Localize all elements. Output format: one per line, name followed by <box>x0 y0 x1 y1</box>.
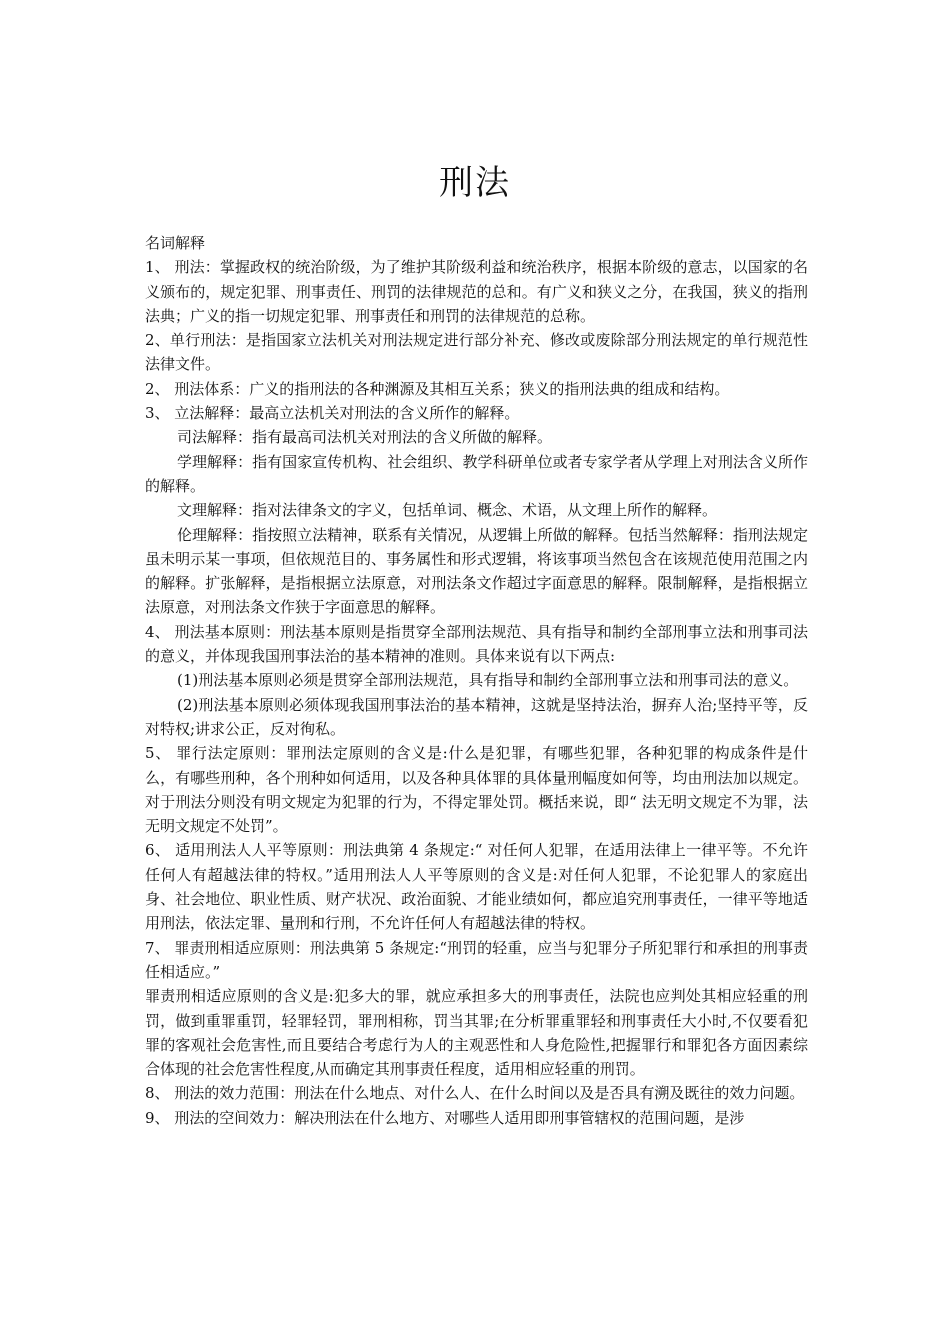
section-heading: 名词解释 <box>145 234 206 252</box>
paragraph-14: 7、 罪责刑相适应原则：刑法典第 5 条规定:“刑罚的轻重，应当与犯罪分子所犯罪行和承担的刑事责任相适应。” <box>145 938 808 981</box>
paragraph-2: 2、单行刑法：是指国家立法机关对刑法规定进行部分补充、修改或废除部分刑法规定的单行规范性法律文件。 <box>145 331 808 374</box>
paragraph-10: (1)刑法基本原则必须是贯穿全部刑法规范，具有指导和制约全部刑事立法和刑事司法的意义。 <box>177 671 799 690</box>
paragraph-11: (2)刑法基本原则必须体现我国刑事法治的基本精神，这就是坚持法治，摒弃人治;坚持平等，反对特权;讲求公正，反对徇私。 <box>145 695 808 738</box>
paragraph-8: 伦理解释：指按照立法精神，联系有关情况，从逻辑上所做的解释。包括当然解释：指刑法规定虽未明示某一事项，但依规范目的、事务属性和形式逻辑，将该事项当然包含在该规范使用范围之内的解释。扩张解释，是指根据立法原意，对刑法条文作超过字面意思的解释。限制解释，是指根据立法原意，对刑法条文作狭于字面意思的解释。 <box>145 525 808 617</box>
paragraph-4: 3、 立法解释：最高立法机关对刑法的含义所作的解释。 <box>145 404 520 423</box>
paragraph-5: 司法解释：指有最高司法机关对刑法的含义所做的解释。 <box>177 428 553 447</box>
paragraph-9: 4、 刑法基本原则：刑法基本原则是指贯穿全部刑法规范、具有指导和制约全部刑事立法和刑事司法的意义，并体现我国刑事法治的基本精神的准则。具体来说有以下两点: <box>145 622 808 666</box>
paragraph-12: 5、 罪行法定原则：罪刑法定原则的含义是:什么是犯罪，有哪些犯罪，各种犯罪的构成条件是什么，有哪些刑种，各个刑种如何适用，以及各种具体罪的具体量刑幅度如何等，均由刑法加以规定。对于刑法分则没有明文规定为犯罪的行为，不得定罪处罚。概括来说，即“ 法无明文规定不为罪，法无明文规定不处罚”。 <box>145 744 808 836</box>
paragraph-1: 1、 刑法：掌握政权的统治阶级，为了维护其阶级利益和统治秩序，根据本阶级的意志，以国家的名义颁布的，规定犯罪、刑事责任、刑罚的法律规范的总和。有广义和狭义之分，在我国，狭义的指刑法典；广义的指一切规定犯罪、刑事责任和刑罚的法律规范的总称。 <box>145 258 808 325</box>
document-body <box>145 231 808 1130</box>
paragraph-15: 罪责刑相适应原则的含义是:犯多大的罪，就应承担多大的刑事责任，法院也应判处其相应轻重的刑罚，做到重罪重罚，轻罪轻罚，罪刑相称，罚当其罪;在分析罪重罪轻和刑事责任大小时,不仅要看犯罪的客观社会危害性,而且要结合考虑行为人的主观恶性和人身危险性,把握罪行和罪犯各方面因素综合体现的社会危害性程度,从而确定其刑事责任程度，适用相应轻重的刑罚。 <box>145 987 808 1079</box>
paragraph-16: 8、 刑法的效力范围：刑法在什么地点、对什么人、在什么时间以及是否具有溯及既往的效力问题。 <box>145 1084 805 1103</box>
paragraph-13: 6、 适用刑法人人平等原则：刑法典第 4 条规定:“ 对任何人犯罪，在适用法律上一律平等。不允许任何人有超越法律的特权。”适用刑法人人平等原则的含义是:对任何人犯罪，不论犯罪人的家庭出身、社会地位、职业性质、财产状况、政治面貌、才能业绩如何，都应追究刑事责任，一律平等地适用刑法，依法定罪、量刑和行刑，不允许任何人有超越法律的特权。 <box>145 841 808 933</box>
paragraph-17: 9、 刑法的空间效力：解决刑法在什么地方、对哪些人适用即刑事管辖权的范围问题，是涉 <box>145 1108 745 1127</box>
paragraph-7: 文理解释：指对法律条文的字义，包括单词、概念、术语，从文理上所作的解释。 <box>177 501 718 520</box>
document-title: 刑法 <box>439 162 511 203</box>
paragraph-6: 学理解释：指有国家宣传机构、社会组织、教学科研单位或者专家学者从学理上对刑法含义所作的解释。 <box>145 452 808 495</box>
paragraph-3: 2、 刑法体系：广义的指刑法的各种渊源及其相互关系；狭义的指刑法典的组成和结构。 <box>145 379 730 398</box>
